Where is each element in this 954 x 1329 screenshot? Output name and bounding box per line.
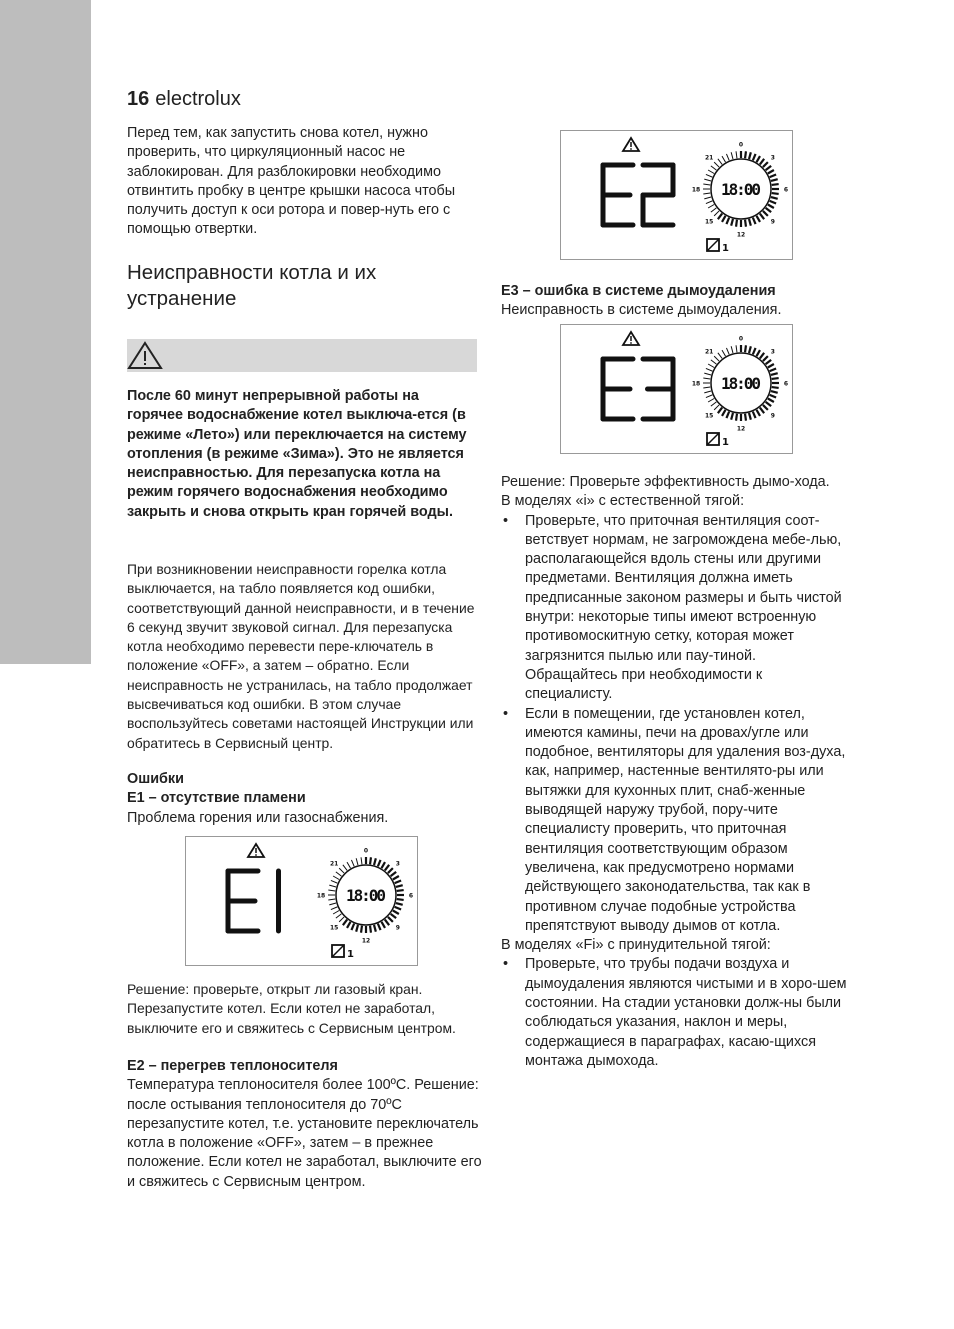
dial-label: 18 (691, 380, 701, 388)
brand-name: electrolux (155, 88, 241, 110)
e3-heading-block (501, 282, 851, 321)
warning-text: После 60 минут непрерывной работы на горячее водоснабжение котел выключа-ется (в режиме «Лето») или переключается на систему отопления (в режиме «Зима»). Это не является неисправностью. Для перезапуска котла на режим горячего водоснабжения необходимо закрыть и снова открыть кран горячей воды. (127, 388, 467, 520)
clock-time: 18:00 (346, 886, 386, 905)
models-i-list (501, 512, 851, 937)
section-title: Неисправности котла и их устранение (127, 261, 377, 310)
errors-title: Ошибки (127, 771, 184, 787)
error-code-digit (643, 165, 673, 225)
e1-title: E1 – отсутствие пламени (127, 790, 306, 807)
error-code-digit (603, 165, 633, 225)
dial-label: 15 (705, 218, 714, 226)
channel-number: 1 (722, 437, 729, 448)
lcd-display-e2 (560, 130, 793, 260)
fault-paragraph: При возникновении неисправности горелка котла выключается, на табло появляется код ошибки, соответствующий данной неисправности, и в течение 6 секунд звучит звуковой сигнал. Для перезапуска котла необходимо перевести пере-ключатель в положение «OFF», а затем – обратно. Если неисправность не устранилась, на табло продолжает высвечиваться код ошибки. В этом случае воспользуйтесь советами настоящей Инструкции или обратитесь в Сервисный центр. (127, 561, 475, 751)
dial-label: 6 (783, 380, 789, 388)
list-item: • Проверьте, что трубы подачи воздуха и дымоудаления являются чистыми и в хоро-шем состоянии. На стадии установки долж-ны были соблюдаться указания, наклон и меры, содержащиеся в параграфах, касаю-щихся монтажа дымохода. (501, 955, 851, 1071)
dial-label: 21 (705, 154, 714, 162)
lcd-display-e3 (560, 324, 793, 454)
channel-number: 1 (722, 243, 729, 254)
dial-label: 9 (395, 924, 400, 932)
warning-bar (127, 339, 477, 372)
dial-label: 3 (395, 860, 400, 868)
dial-label: 21 (705, 348, 714, 356)
warning-icon (623, 138, 639, 151)
side-tab-bar (0, 0, 91, 664)
dial-label: 12 (736, 425, 746, 433)
models-i-label: В моделях «i» с естественной тягой: (501, 493, 745, 510)
dial-label: 9 (770, 412, 775, 420)
error-code-digit (603, 359, 633, 419)
e3-description: Неисправность в системе дымоудаления. (501, 302, 782, 319)
dial-label: 0 (363, 847, 369, 855)
warning-icon (248, 844, 264, 857)
e2-title: E2 – перегрев теплоносителя (127, 1058, 338, 1074)
models-fi-list (501, 955, 851, 1071)
dial-label: 15 (705, 412, 714, 420)
page-number: 16 (127, 88, 150, 110)
list-item: • Проверьте, что приточная вентиляция соот-ветствует нормам, не загромождена мебе-лью, располагающейся вдоль стены или другими предметами. Вентиляция должна иметь предписанные законом размеры и быть чистой внутри: некоторые типы имеют встроенную противомоскитную сетку, которая может загрязнится пылью или пау-тиной. Обращайтесь при необходимости к специалисту. (501, 512, 851, 705)
dial-label: 3 (770, 348, 775, 356)
dial-label: 6 (783, 186, 789, 194)
e2-text: Температура теплоносителя более 100ºC. Решение: после остывания теплоносителя до 70ºC перезапустите котел, т.е. установите переключатель котла в положение «OFF», затем – в прежнее положение. Если котел не заработал, выключите его и свяжитесь с Сервисным центром. (127, 1077, 482, 1190)
page-header (127, 88, 241, 111)
radiator-icon (707, 239, 719, 251)
radiator-icon (332, 945, 344, 957)
clock-time: 18:00 (721, 180, 761, 199)
dial-label: 0 (738, 335, 744, 343)
warning-icon (127, 341, 163, 370)
e1-solution: Решение: проверьте, открыт ли газовый кран. Перезапустите котел. Если котел не заработал, выключите его и свяжитесь с Сервисным центром. (127, 981, 456, 1036)
radiator-icon (707, 433, 719, 445)
errors-block (127, 770, 483, 828)
warning-icon (623, 332, 639, 345)
error-code-digit (643, 359, 673, 419)
dial-label: 18 (316, 892, 326, 900)
dial-label: 3 (770, 154, 775, 162)
dial-label: 6 (408, 892, 414, 900)
list-item: • Если в помещении, где установлен котел, имеются камины, печи на дровах/угле или подобное, вентиляторы для удаления воз-духа, как, например, настенные вентилято-ры или вытяжки для кухонных плит, снаб-женные выводящей наружу трубой, пору-чите специалисту проверить, что приточная вентиляция соответствующим образом увеличена, как предусмотрено нормами действующего законодательства, так как в противном случае подобные устройства препятствуют выводу дымов от котла. (501, 705, 851, 937)
dial-label: 15 (330, 924, 339, 932)
channel-number: 1 (347, 949, 354, 960)
clock-time: 18:00 (721, 374, 761, 393)
dial-label: 9 (770, 218, 775, 226)
dial-label: 0 (738, 141, 744, 149)
dial-label: 21 (330, 860, 339, 868)
e2-block (127, 1057, 483, 1192)
e3-title: E3 – ошибка в системе дымоудаления (501, 283, 776, 299)
dial-label: 12 (361, 937, 371, 945)
e3-solution-block (501, 473, 851, 1071)
dial-label: 18 (691, 186, 701, 194)
e3-solution: Решение: Проверьте эффективность дымо-хода. (501, 474, 830, 490)
error-code-digit (228, 871, 258, 931)
models-fi-label: В моделях «Fi» с принудительной тягой: (501, 937, 771, 954)
lcd-display-e1 (185, 836, 418, 966)
intro-paragraph: Перед тем, как запустить снова котел, нужно проверить, что циркуляционный насос не заблокирован. Для разблокировки необходимо отвинтить пробку в центре крышки насоса чтобы получить доступ к оси ротора и повер-нуть его с помощью отвертки. (127, 125, 456, 238)
dial-label: 12 (736, 231, 746, 239)
e1-description: Проблема горения или газоснабжения. (127, 809, 389, 826)
